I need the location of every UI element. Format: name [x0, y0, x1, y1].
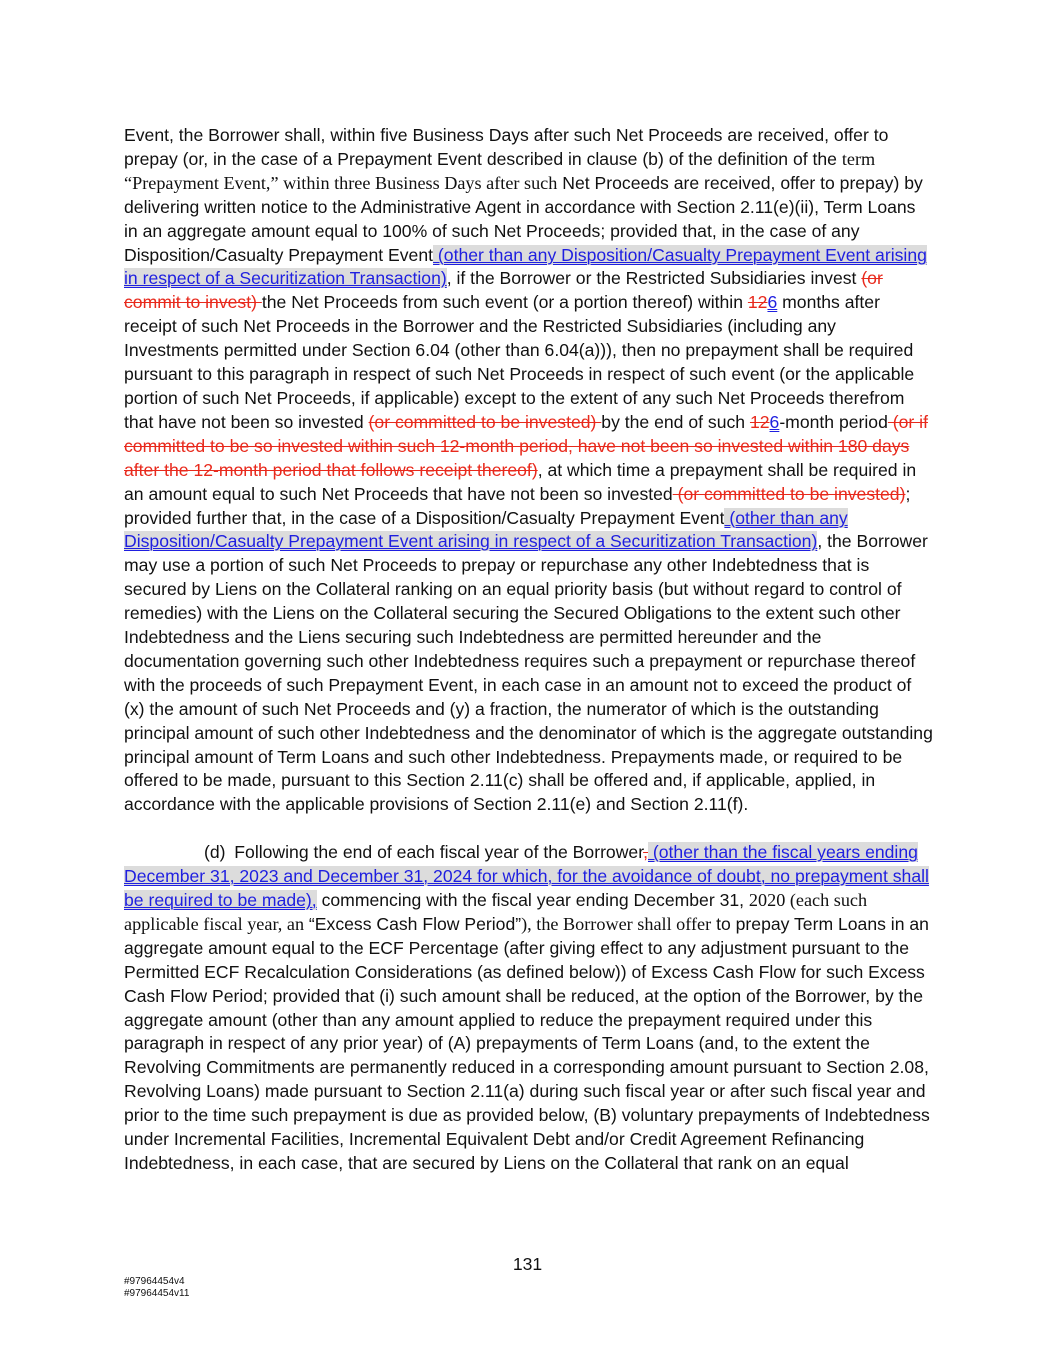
text-run: , the Borrower may use a portion of such Net Proceeds to prepay or repurchase any other Indebtedness that is secured by Liens on the Collateral ranking on an equal priority basis (but without regard to control of remedies) with the Liens on the Collateral securing the Secured Obligations to the extent such other Indebtedness and the Liens securing such Indebtedness are permitted hereunder and the documentation governing such other Indebtedness requires such a prepayment or repurchase thereof with the proceeds of such Prepayment Event, in each case in an amount not to exceed the product of (x) the amount of such Net Proceeds and (y) a fraction, the numerator of which is the outstanding principal amount of such other Indebtedness and the denominator of which is the aggregate outstanding principal amount of Term Loans and such other Indebtedness. Prepayments made, or required to be offered to be made, pursuant to this Section 2.11(c) shall be offered and, if applicable, applied, in accordance with the applicable provisions of Section 2.11(e) and Section 2.11(f).	[124, 531, 933, 815]
text-run: to prepay Term Loans in an aggregate amount equal to the ECF Percentage (after giving effect to any adjustment pursuant to the Permitted ECF Recalculation Considerations (as defined below)) of Excess Cash Flow for such Excess Cash Flow Period; provided that (i) such amount shall be reduced, at the option of the Borrower, by the aggregate amount (other than any amount applied to reduce the prepayment required under this paragraph in respect of any prior year) of (A) prepayments of Term Loans (and, to the extent the Revolving Commitments are permanently reduced in a corresponding amount pursuant to Section 2.08, Revolving Loans) made pursuant to Section 2.11(a) during such fiscal year or after such fiscal year and prior to the time such prepayment is due as provided below, (B) voluntary prepayments of Indebtedness under Incremental Facilities, Incremental Equivalent Debt and/or Credit Agreement Refinancing Indebtedness, in each case, that are secured by Liens on the Collateral that rank on an equal	[124, 913, 930, 1173]
document-ids	[124, 1276, 189, 1300]
text-run-serif: 2020 (each such applicable fiscal year, an	[124, 889, 868, 934]
text-run: Net Proceeds are received, offer to prepay) by delivering written notice to the Administrative Agent in accordance with Section 2.11(e)(ii), Term Loans in an aggregate amount equal to 100% of such Net Proceeds; provided that, in the case of any Disposition/Casualty Prepayment Event	[124, 172, 923, 265]
deletion-comma: ,	[643, 842, 648, 863]
text-run: -month period	[779, 411, 888, 432]
insertion-6: 6	[767, 292, 778, 313]
paragraph-d	[124, 841, 934, 1176]
insertion-6-month: 6	[769, 411, 780, 432]
text-run: , if the Borrower or the Restricted Subsidiaries invest	[446, 268, 862, 289]
deletion-committed-to-be-invested-2: (or committed to be invested)	[672, 483, 906, 504]
deletion-commit-to-invest: (or commit to invest)	[124, 268, 883, 313]
text-run: (d) Following the end of each fiscal year of the Borrower	[204, 842, 644, 863]
defined-term-excess-cash-flow-period: “Excess Cash Flow Period”	[304, 913, 522, 934]
document-id-v11: #97964454v11	[124, 1288, 190, 1299]
deletion-180-days-clause: (or if committed to be so invested within such 12-month period, have not been so invested within 180 days after the 12-month period that follows receipt thereof)	[124, 411, 928, 480]
text-run: commencing with the fiscal year ending December 31,	[316, 889, 749, 910]
text-run-serif: term “Prepayment Event,” within three Business Days after such	[124, 148, 876, 193]
text-run: ; provided further that, in the case of a Disposition/Casualty Prepayment Event	[124, 483, 911, 528]
insertion-securitization-exception-2: (other than any Disposition/Casualty Prepayment Event arising in respect of a Securitization Transaction)	[124, 507, 848, 552]
text-run-serif: ), the Borrower shall offer	[521, 913, 712, 934]
text-run: months after receipt of such Net Proceeds in the Borrower and the Restricted Subsidiaries (including any Investments permitted under Section 6.04 (other than 6.04(a))), then no prepayment shall be required pursuant to this paragraph in respect of such Net Proceeds in respect of such event (or the applicable portion of such Net Proceeds, if applicable) except to the extent of any such Net Proceeds therefrom that have not been so invested	[124, 292, 915, 432]
text-run: by the end of such	[601, 411, 750, 432]
text-run: , at which time a prepayment shall be required in an amount equal to such Net Proceeds that have not been so invested	[124, 459, 917, 504]
deletion-committed-to-be-invested: (or committed to be invested)	[368, 411, 602, 432]
paragraph-c	[124, 124, 934, 817]
text-run: the Net Proceeds from such event (or a portion thereof) within	[261, 292, 748, 313]
deletion-12: 12	[747, 292, 768, 313]
page-number: 131	[512, 1254, 543, 1274]
insertion-securitization-exception: (other than any Disposition/Casualty Prepayment Event arising in respect of a Securitization Transaction)	[124, 244, 927, 289]
document-body	[124, 124, 934, 1176]
insertion-fiscal-years-exception: (other than the fiscal years ending December 31, 2023 and December 31, 2024 for which, for the avoidance of doubt, no prepayment shall be required to be made),	[124, 842, 929, 910]
deletion-12-month: 12	[749, 411, 770, 432]
document-id-v4: #97964454v4	[124, 1276, 185, 1287]
text-run: Event, the Borrower shall, within five Business Days after such Net Proceeds are received, offer to prepay (or, in the case of a Prepayment Event described in clause (b) of the definition of the	[124, 125, 889, 169]
